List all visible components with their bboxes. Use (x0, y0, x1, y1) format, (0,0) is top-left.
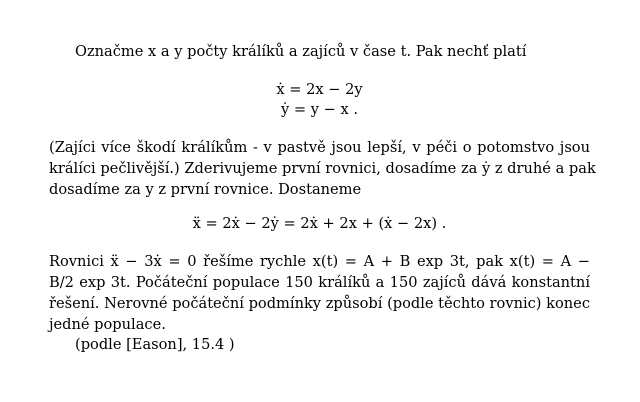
paragraph-3-line-1: Rovnici ẍ − 3ẋ = 0 řešíme rychle x(t) = A + B exp 3t, pak x(t) = A − (49, 253, 590, 270)
paragraph-3-line-2: B/2 exp 3t. Počáteční populace 150 králíků a 150 zajíců dává konstantní (49, 274, 590, 291)
citation: (podle [Eason], 15.4 ) (75, 336, 235, 353)
paragraph-2-line-2: králíci pečlivější.) Zderivujeme první rovnici, dosadíme za ẏ z druhé a pak (49, 160, 596, 177)
paragraph-3-line-3: řešení. Nerovné počáteční podmínky způsobí (podle těchto rovnic) konec (49, 295, 590, 312)
equation-x-ddot: ẍ = 2ẋ − 2ẏ = 2ẋ + 2x + (ẋ − 2x) . (192, 215, 447, 232)
paragraph-3-line-4: jedné populace. (49, 316, 166, 333)
paragraph-intro: Označme x a y počty králíků a zajíců v čase t. Pak nechť platí (75, 43, 527, 60)
paragraph-2-line-1: (Zajíci více škodí králíkům - v pastvě jsou lepší, v péči o potomstvo jsou (49, 139, 590, 156)
equation-y-dot: ẏ = y − x . (280, 101, 358, 118)
equation-x-dot: ẋ = 2x − 2y (276, 81, 363, 98)
paragraph-2-line-3: dosadíme za y z první rovnice. Dostaneme (49, 181, 362, 198)
